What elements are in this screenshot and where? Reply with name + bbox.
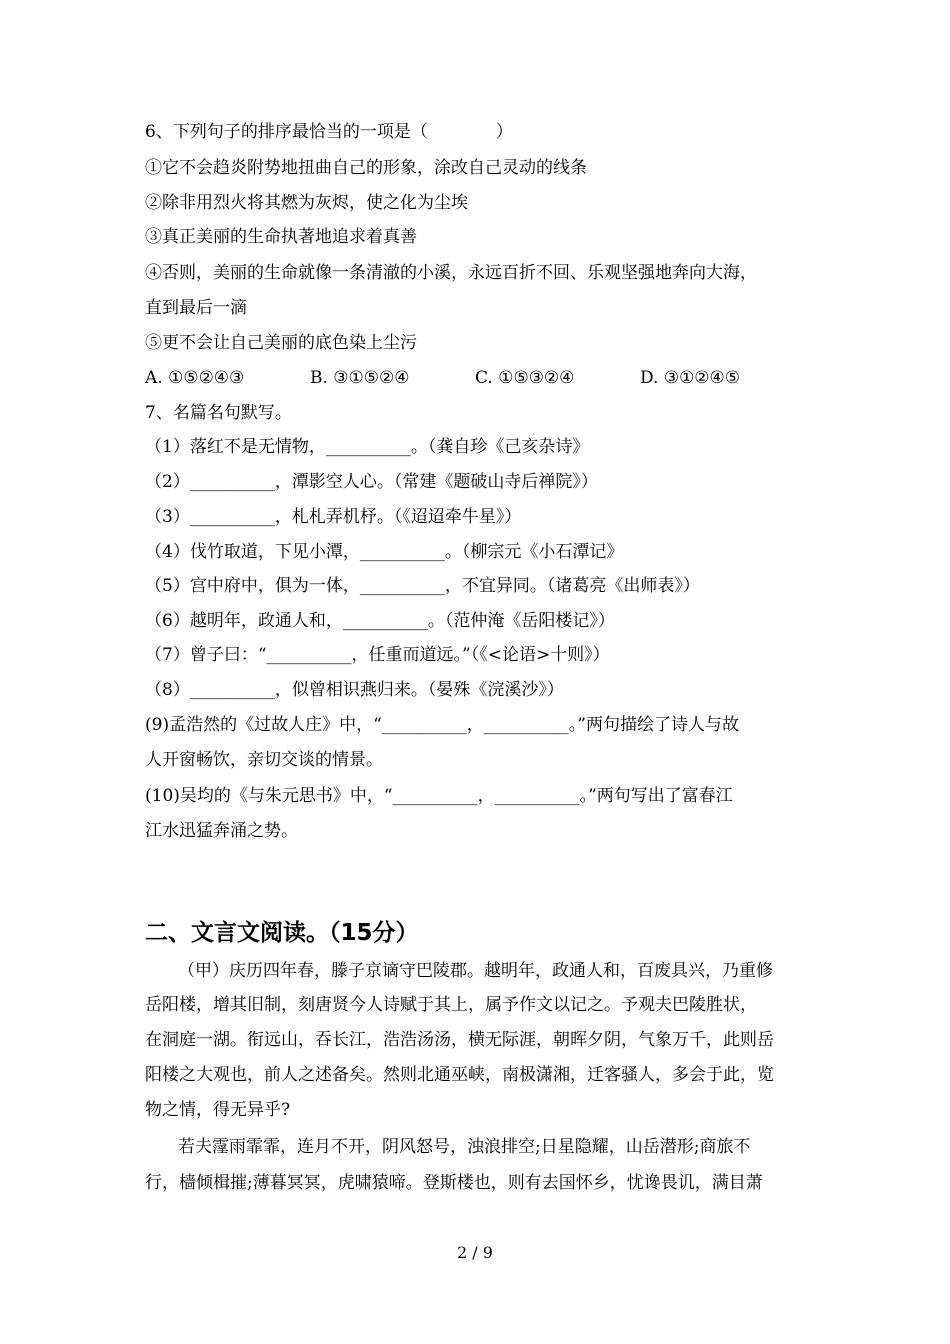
passage-line-1: （甲）庆历四年春，滕子京谪守巴陵郡。越明年，政通人和，百废具兴，乃重修 bbox=[178, 961, 773, 981]
q6-item-3: ③真正美丽的生命执著地追求着真善 bbox=[145, 227, 417, 247]
passage-line-7: 行，樯倾楫摧;薄暮冥冥，虎啸猿啼。登斯楼也，则有去国怀乡，忧谗畏讥，满目萧 bbox=[145, 1173, 763, 1193]
q6-item-4: ④否则，美丽的生命就像一条清澈的小溪，永远百折不回、乐观坚强地奔向大海， bbox=[145, 263, 757, 283]
q7-item-8: （8）__________，似曾相识燕归来。（晏殊《浣溪沙》） bbox=[145, 680, 564, 700]
passage-line-2: 岳阳楼，增其旧制，刻唐贤今人诗赋于其上，属予作文以记之。予观夫巴陵胜状， bbox=[145, 995, 757, 1015]
passage-line-4: 阳楼之大观也，前人之述备矣。然则北通巫峡，南极潇湘，迁客骚人，多会于此，览 bbox=[145, 1065, 774, 1085]
q7-item-5: （5）宫中府中，俱为一体，__________，不宜异同。（诸葛亮《出师表》） bbox=[145, 576, 700, 596]
q6-option-c: C. ①⑤③②④ bbox=[475, 368, 575, 388]
q6-option-b: B. ③①⑤②④ bbox=[310, 368, 410, 388]
q6-option-d: D. ③①②④⑤ bbox=[640, 368, 741, 388]
q6-item-5: ⑤更不会让自己美丽的底色染上尘污 bbox=[145, 333, 417, 353]
q6-stem: 6、下列句子的排序最恰当的一项是（ ） bbox=[145, 122, 513, 142]
q6-item-1: ①它不会趋炎附势地扭曲自己的形象，涂改自己灵动的线条 bbox=[145, 158, 587, 178]
q7-item-10: (10)吴均的《与朱元思书》中，“__________，__________。”两句写出了富春江 bbox=[145, 786, 733, 806]
q7-item-9-cont: 人开窗畅饮，亲切交谈的情景。 bbox=[145, 750, 383, 770]
q7-item-6: （6）越明年，政通人和，__________。（范仲淹《岳阳楼记》） bbox=[145, 611, 615, 631]
q7-item-3: （3）__________，札札弄机杼。（《迢迢牵牛星》） bbox=[145, 507, 522, 527]
q6-item-4-cont: 直到最后一滴 bbox=[145, 298, 247, 318]
q7-item-10-cont: 江水迅猛奔涌之势。 bbox=[145, 821, 298, 841]
passage-line-5: 物之情，得无异乎? bbox=[145, 1100, 291, 1120]
q7-item-1: （1）落红不是无情物，__________。（龚自珍《己亥杂诗》 bbox=[145, 437, 590, 457]
q6-item-2: ②除非用烈火将其燃为灰烬，使之化为尘埃 bbox=[145, 193, 468, 213]
passage-line-6: 若夫霪雨霏霏，连月不开，阴风怒号，浊浪排空;日星隐耀，山岳潜形;商旅不 bbox=[178, 1137, 751, 1157]
section2-heading: 二、文言文阅读。（15分） bbox=[145, 920, 419, 946]
q6-option-a: A. ①⑤②④③ bbox=[145, 368, 245, 388]
page-number: 2 / 9 bbox=[457, 1243, 493, 1262]
q7-item-4: （4）伐竹取道，下见小潭，__________。（柳宗元《小石潭记》 bbox=[145, 542, 624, 562]
q7-item-9: (9)孟浩然的《过故人庄》中，“__________，__________。”两句描绘了诗人与故 bbox=[145, 715, 739, 735]
passage-line-3: 在洞庭一湖。衔远山，吞长江，浩浩汤汤，横无际涯，朝晖夕阴，气象万千，此则岳 bbox=[145, 1030, 774, 1050]
q7-stem: 7、名篇名句默写。 bbox=[145, 403, 292, 423]
q7-item-2: （2）__________，潭影空人心。（常建《题破山寺后禅院》） bbox=[145, 472, 598, 492]
q7-item-7: （7）曾子曰：“__________，任重而道远。”（《<论语>十则》） bbox=[145, 645, 610, 665]
